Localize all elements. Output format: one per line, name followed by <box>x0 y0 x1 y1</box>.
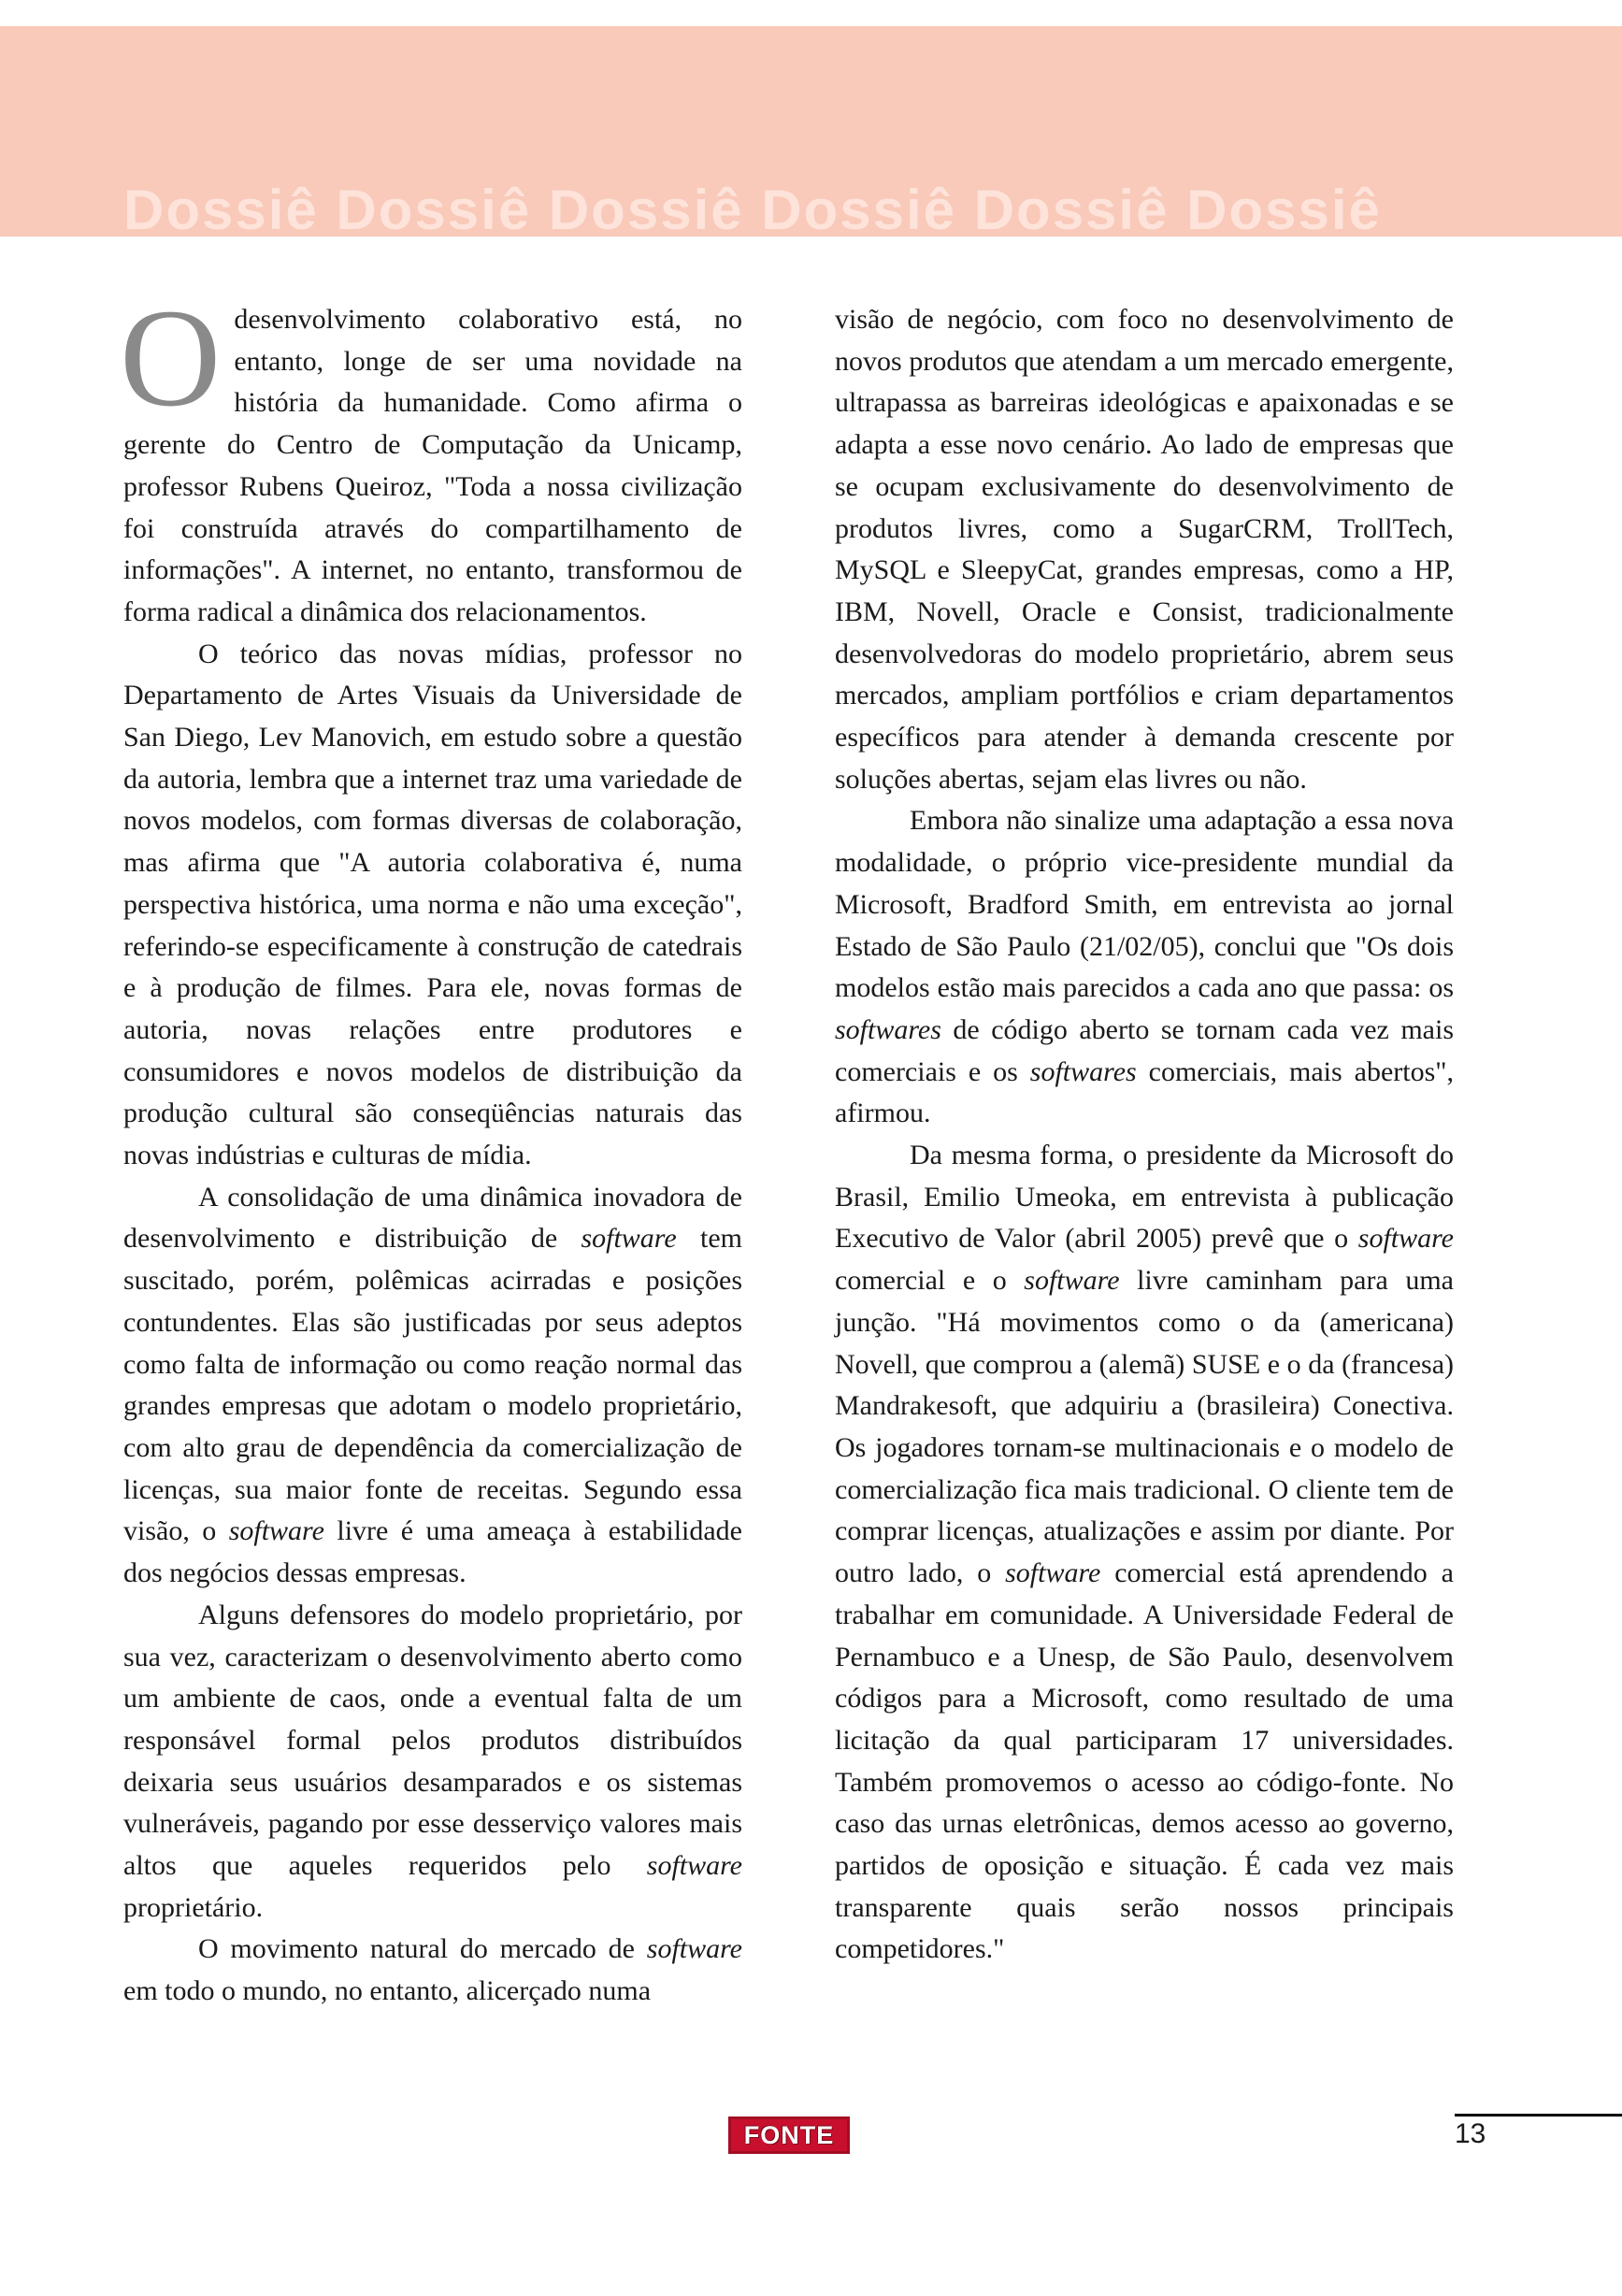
article-column-left <box>120 280 742 2013</box>
article-paragraph: Da mesma forma, o presidente da Microsoft do Brasil, Emilio Umeoka, em entrevista à publicação Executivo de Valor (abril 2005) prevê que o software comercial e o software livre caminham para uma junção. "Há movimentos como o da (americana) Novell, que comprou a (alemã) SUSE e o da (francesa) Mandrakesoft, que adquiriu a (brasileira) Conectiva. Os jogadores tornam-se multinacionais e o modelo de comercialização fica mais tradicional. O cliente tem de comprar licenças, atualizações e assim por diante. Por outro lado, o software comercial está aprendendo a trabalhar em comunidade. A Universidade Federal de Pernambuco e a Unesp, de São Paulo, desenvolvem códigos para a Microsoft, como resultado de uma licitação da qual participaram 17 universidades. Também promovemos o acesso ao código-fonte. No caso das urnas eletrônicas, demos acesso ao governo, partidos de oposição e situação. É cada vez mais transparente quais serão nossos principais competidores." <box>835 1140 1454 1965</box>
article-paragraph: Alguns defensores do modelo proprietário, por sua vez, caracterizam o desenvolvimento aberto como um ambiente de caos, onde a eventual falta de um responsável formal pelos produtos distribuídos deixaria seus usuários desamparados e os sistemas vulneráveis, pagando por esse desserviço valores mais altos que aqueles requeridos pelo software proprietário. <box>123 1599 742 1923</box>
page-number: 13 <box>1455 2118 1486 2149</box>
paragraph-text: desenvolvimento colaborativo está, no entanto, longe de ser uma novidade na história da humanidade. Como afirma o gerente do Centro de Computação da Unicamp, professor Rubens Queiroz, "Toda a nossa civilização foi construída através do compartilhamento de informações". A internet, no entanto, transformou de forma radical a dinâmica dos relacionamentos. <box>123 304 742 627</box>
dossie-header-band <box>0 26 1622 241</box>
article-column-right <box>835 299 1454 1971</box>
italic-term: softwares <box>1029 1055 1137 1087</box>
dossie-header-text: Dossiê Dossiê Dossiê Dossiê Dossiê Dossiê <box>123 179 1382 241</box>
drop-cap: O <box>120 280 222 436</box>
article-paragraph: A consolidação de uma dinâmica inovadora de desenvolvimento e distribuição de software tem suscitado, porém, polêmicas acirradas e posições contundentes. Elas são justificadas por seus adeptos como falta de informação ou como reação normal das grandes empresas que adotam o modelo proprietário, com alto grau de dependência da comercialização de licenças, sua maior fonte de receitas. Segundo essa visão, o software livre é uma ameaça à estabilidade dos negócios dessas empresas. <box>123 1181 742 1589</box>
italic-term: software <box>1005 1557 1101 1589</box>
article-paragraph: visão de negócio, com foco no desenvolvimento de novos produtos que atendam a um mercado emergente, ultrapassa as barreiras ideológicas e apaixonadas e se adapta a esse novo cenário. Ao lado de empresas que se ocupam exclusivamente do desenvolvimento de produtos livres, como a SugarCRM, TrollTech, MySQL e SleepyCat, grandes empresas, como a HP, IBM, Novell, Oracle e Consist, tradicionalmente desenvolvedoras do modelo proprietário, abrem seus mercados, ampliam portfólios e criam departamentos específicos para atender à demanda crescente por soluções abertas, sejam elas livres ou não. <box>835 304 1454 795</box>
italic-term: software <box>228 1515 324 1547</box>
article-paragraph: Embora não sinalize uma adaptação a essa nova modalidade, o próprio vice-presidente mundial da Microsoft, Bradford Smith, em entrevista ao jornal Estado de São Paulo (21/02/05), conclui que "Os dois modelos estão mais parecidos a cada ano que passa: os softwares de código aberto se tornam cada vez mais comerciais e os softwares comerciais, mais abertos", afirmou. <box>835 805 1455 1129</box>
italic-term: software <box>646 1933 742 1965</box>
article-paragraph <box>120 280 742 634</box>
fonte-logo-text: FONTE <box>743 2120 835 2149</box>
italic-term: software <box>1357 1223 1454 1255</box>
article-paragraph: O teórico das novas mídias, professor no Departamento de Artes Visuais da Universidade de San Diego, Lev Manovich, em estudo sobre a questão da autoria, lembra que a internet traz uma variedade de novos modelos, com formas diversas de colaboração, mas afirma que "A autoria colaborativa é, numa perspectiva histórica, uma norma e não uma exceção", referindo-se especificamente à construção de catedrais e à produção de filmes. Para ele, novas formas de autoria, novas relações entre produtores e consumidores e novos modelos de distribuição da produção cultural são conseqüências naturais das novas indústrias e culturas de mídia. <box>123 638 742 1171</box>
italic-term: software <box>581 1223 677 1255</box>
italic-term: softwares <box>835 1013 941 1045</box>
italic-term: software <box>1024 1265 1120 1297</box>
italic-term: software <box>646 1850 742 1882</box>
article-paragraph: O movimento natural do mercado de software em todo o mundo, no entanto, alicerçado numa <box>123 1933 742 2007</box>
page-number-rule <box>1455 2114 1622 2117</box>
fonte-logo <box>728 2117 850 2154</box>
